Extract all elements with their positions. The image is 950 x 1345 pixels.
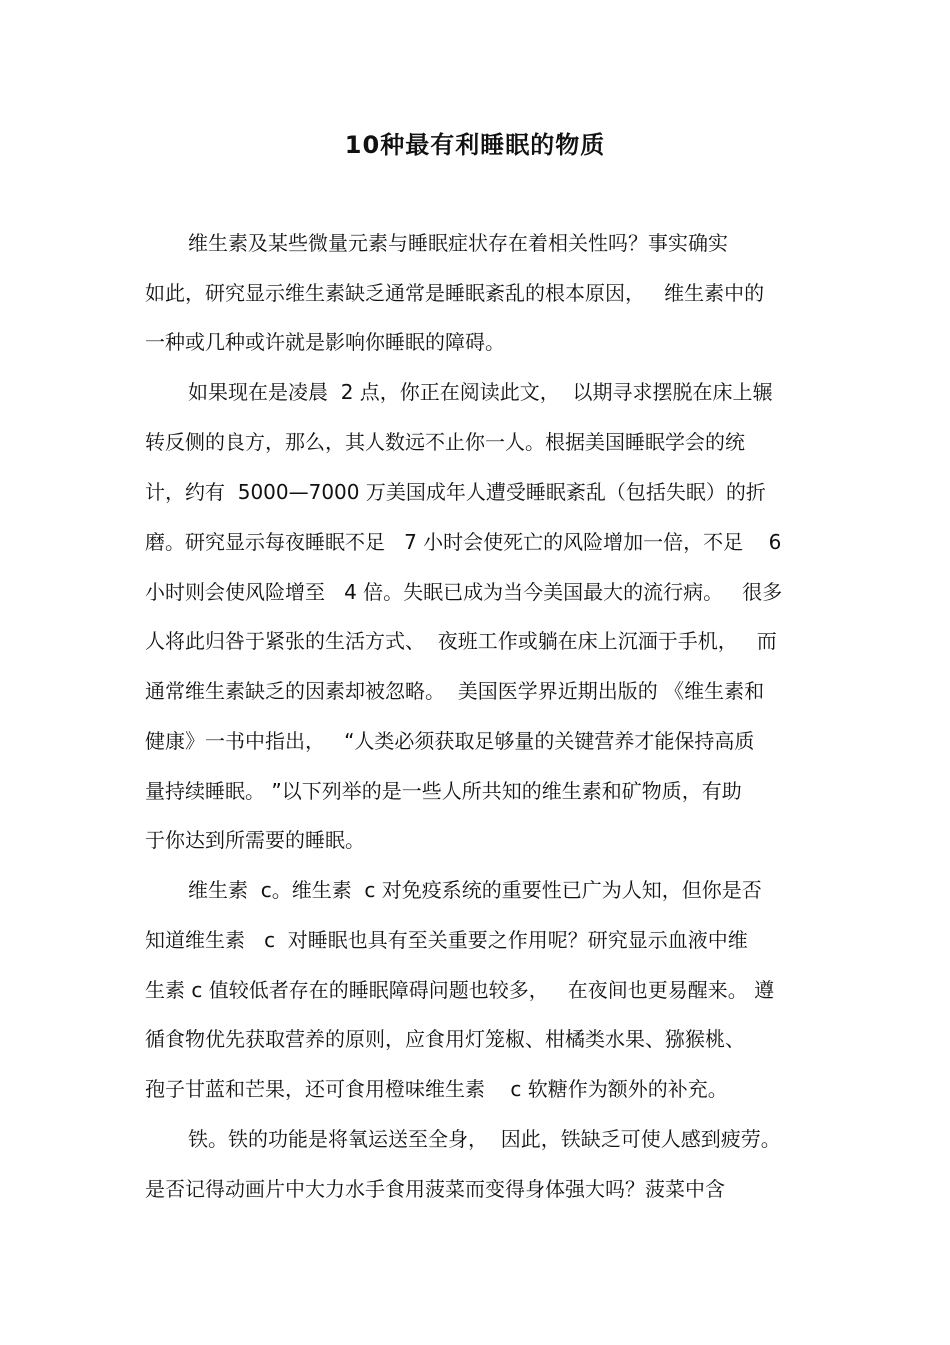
paragraph-line: 生素 c 值较低者存在的睡眠障碍问题也较多， 在夜间也更易醒来。 遵 bbox=[145, 978, 775, 1002]
paragraph-line: 是否记得动画片中大力水手食用菠菜而变得身体强大吗？菠菜中含 bbox=[145, 1177, 725, 1201]
paragraph-line: 维生素及某些微量元素与睡眠症状存在着相关性吗？事实确实 bbox=[188, 231, 728, 255]
paragraph-line: 通常维生素缺乏的因素却被忽略。 美国医学界近期出版的 《维生素和 bbox=[145, 679, 765, 703]
paragraph-line: 量持续睡眠。 ”以下列举的是一些人所共知的维生素和矿物质，有助 bbox=[145, 779, 742, 803]
document-title: 10种最有利睡眠的物质 bbox=[344, 131, 606, 159]
paragraph-line: 磨。研究显示每夜睡眠不足 7 小时会使死亡的风险增加一倍，不足 6 bbox=[145, 530, 782, 554]
paragraph-line: 人将此归咎于紧张的生活方式、 夜班工作或躺在床上沉湎于手机， 而 bbox=[145, 629, 777, 653]
paragraph-line: 孢子甘蓝和芒果，还可食用橙味维生素 c 软糖作为额外的补充。 bbox=[145, 1077, 728, 1101]
paragraph-line: 如果现在是凌晨 2 点，你正在阅读此文， 以期寻求摆脱在床上辗 bbox=[188, 380, 773, 404]
paragraph-line: 维生素 c。维生素 c 对免疫系统的重要性已广为人知，但你是否 bbox=[188, 878, 762, 902]
paragraph-line: 健康》一书中指出， “人类必须获取足够量的关键营养才能保持高质 bbox=[145, 729, 755, 753]
paragraph-line: 知道维生素 c 对睡眠也具有至关重要之作用呢？研究显示血液中维 bbox=[145, 928, 748, 952]
paragraph-line: 铁。铁的功能是将氧运送至全身， 因此，铁缺乏可使人感到疲劳。 bbox=[188, 1127, 781, 1151]
paragraph-line: 计，约有 5000—7000 万美国成年人遭受睡眠紊乱（包括失眠）的折 bbox=[145, 480, 766, 504]
paragraph-line: 小时则会使风险增至 4 倍。失眠已成为当今美国最大的流行病。 很多 bbox=[145, 580, 783, 604]
paragraph-line: 于你达到所需要的睡眠。 bbox=[145, 828, 365, 852]
paragraph-line: 转反侧的良方，那么，其人数远不止你一人。根据美国睡眠学会的统 bbox=[145, 430, 745, 454]
paragraph-line: 循食物优先获取营养的原则，应食用灯笼椒、柑橘类水果、猕猴桃、 bbox=[145, 1027, 745, 1051]
paragraph-line: 如此，研究显示维生素缺乏通常是睡眠紊乱的根本原因， 维生素中的 bbox=[145, 281, 765, 305]
paragraph-line: 一种或几种或许就是影响你睡眠的障碍。 bbox=[145, 330, 505, 354]
